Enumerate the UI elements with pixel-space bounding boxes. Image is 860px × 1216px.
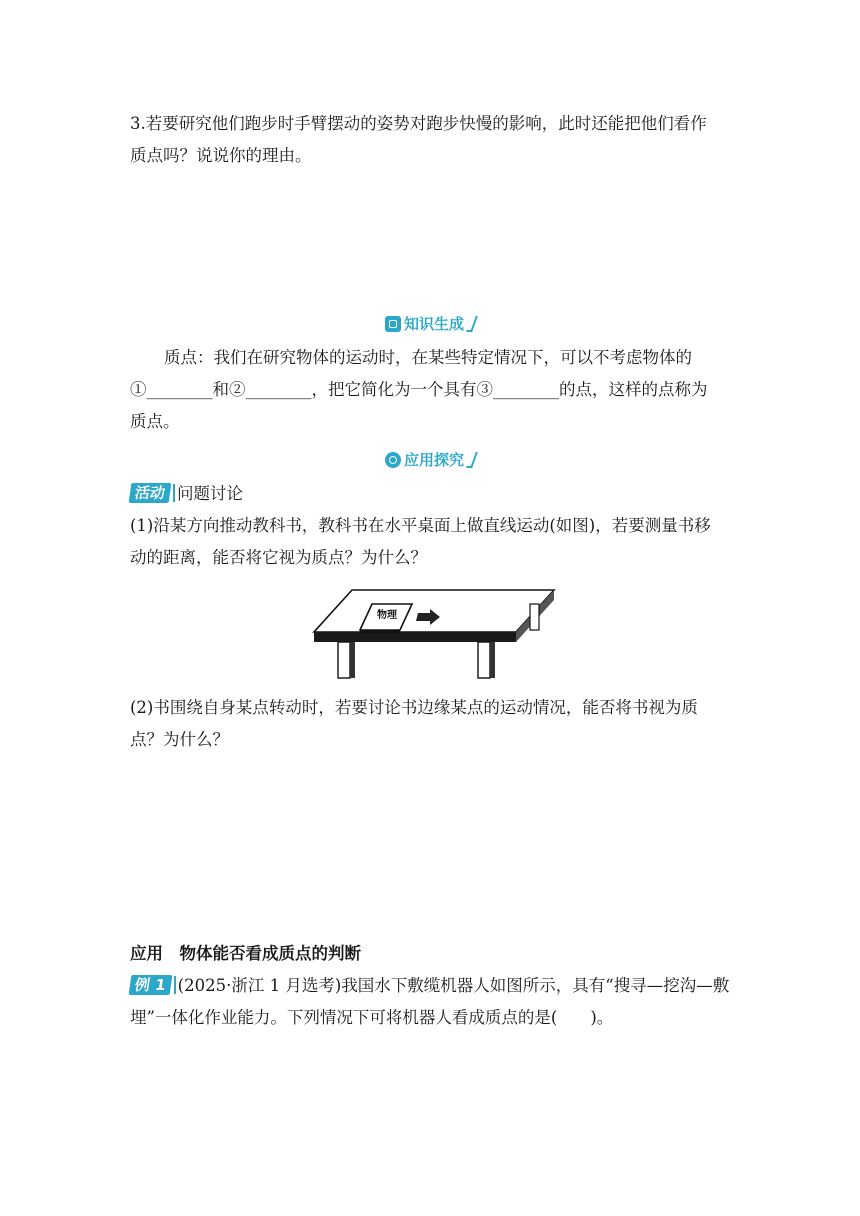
explore-icon	[385, 452, 401, 468]
table-leg-front-right-shade	[490, 642, 495, 678]
question-3-line-2: 质点吗？说说你的理由。	[130, 146, 312, 165]
tag-divider	[173, 484, 175, 502]
explore-banner	[0, 449, 860, 472]
activity-heading	[130, 478, 734, 510]
banner-tail-icon	[466, 452, 478, 468]
application-heading: 应用 物体能否看成质点的判断	[130, 944, 361, 963]
knowledge-line-1: 质点：我们在研究物体的运动时，在某些特定情况下，可以不考虑物体的	[164, 348, 692, 367]
banner-tail-icon	[466, 316, 478, 332]
example-text-1: (2025·浙江 1 月选考)我国水下敷缆机器人如图所示，具有“搜寻—挖沟—敷	[177, 976, 730, 995]
activity-title: 问题讨论	[177, 484, 244, 503]
table-leg-front-right	[478, 642, 490, 678]
question-3	[130, 108, 734, 172]
example-line-2: 埋”一体化作业能力。下列情况下可将机器人看成质点的是( )。	[130, 1008, 614, 1027]
knowledge-paragraph	[130, 342, 734, 438]
table-top	[314, 590, 554, 632]
book-label: 物理	[377, 610, 397, 621]
activity-q1-line-1: (1)沿某方向推动教科书，教科书在水平桌面上做直线运动(如图)，若要测量书移	[130, 516, 711, 535]
knowledge-line-2: ①________和②________，把它简化为一个具有③________的点，这样的点称为	[130, 380, 708, 399]
activity-q2-line-1: (2)书围绕自身某点转动时，若要讨论书边缘某点的运动情况，能否将书视为质	[130, 698, 698, 717]
tag-divider	[174, 976, 176, 994]
activity-tag: 活动	[129, 483, 172, 503]
example-line-1	[130, 970, 734, 1002]
book-edge	[360, 630, 400, 633]
table-leg-front-left-shade	[350, 642, 355, 678]
table-front-edge	[314, 632, 516, 642]
table-with-book-figure	[310, 586, 556, 682]
activity-q2-line-2: 点？为什么？	[130, 730, 229, 749]
application-block	[130, 938, 734, 1034]
activity-q2	[130, 692, 734, 756]
example-tag: 例 1	[129, 975, 172, 995]
knowledge-icon	[385, 316, 401, 332]
knowledge-banner	[0, 313, 860, 336]
table-leg-front-left	[338, 642, 350, 678]
knowledge-banner-label: 知识生成	[403, 315, 464, 333]
table-leg-back-right	[530, 604, 539, 630]
explore-banner-label: 应用探究	[403, 451, 464, 469]
activity-q1-line-2: 动的距离，能否将它视为质点？为什么？	[130, 548, 427, 567]
knowledge-line-3: 质点。	[130, 412, 180, 431]
question-3-line-1: 3.若要研究他们跑步时手臂摆动的姿势对跑步快慢的影响，此时还能把他们看作	[130, 114, 707, 133]
activity-block	[130, 478, 734, 574]
